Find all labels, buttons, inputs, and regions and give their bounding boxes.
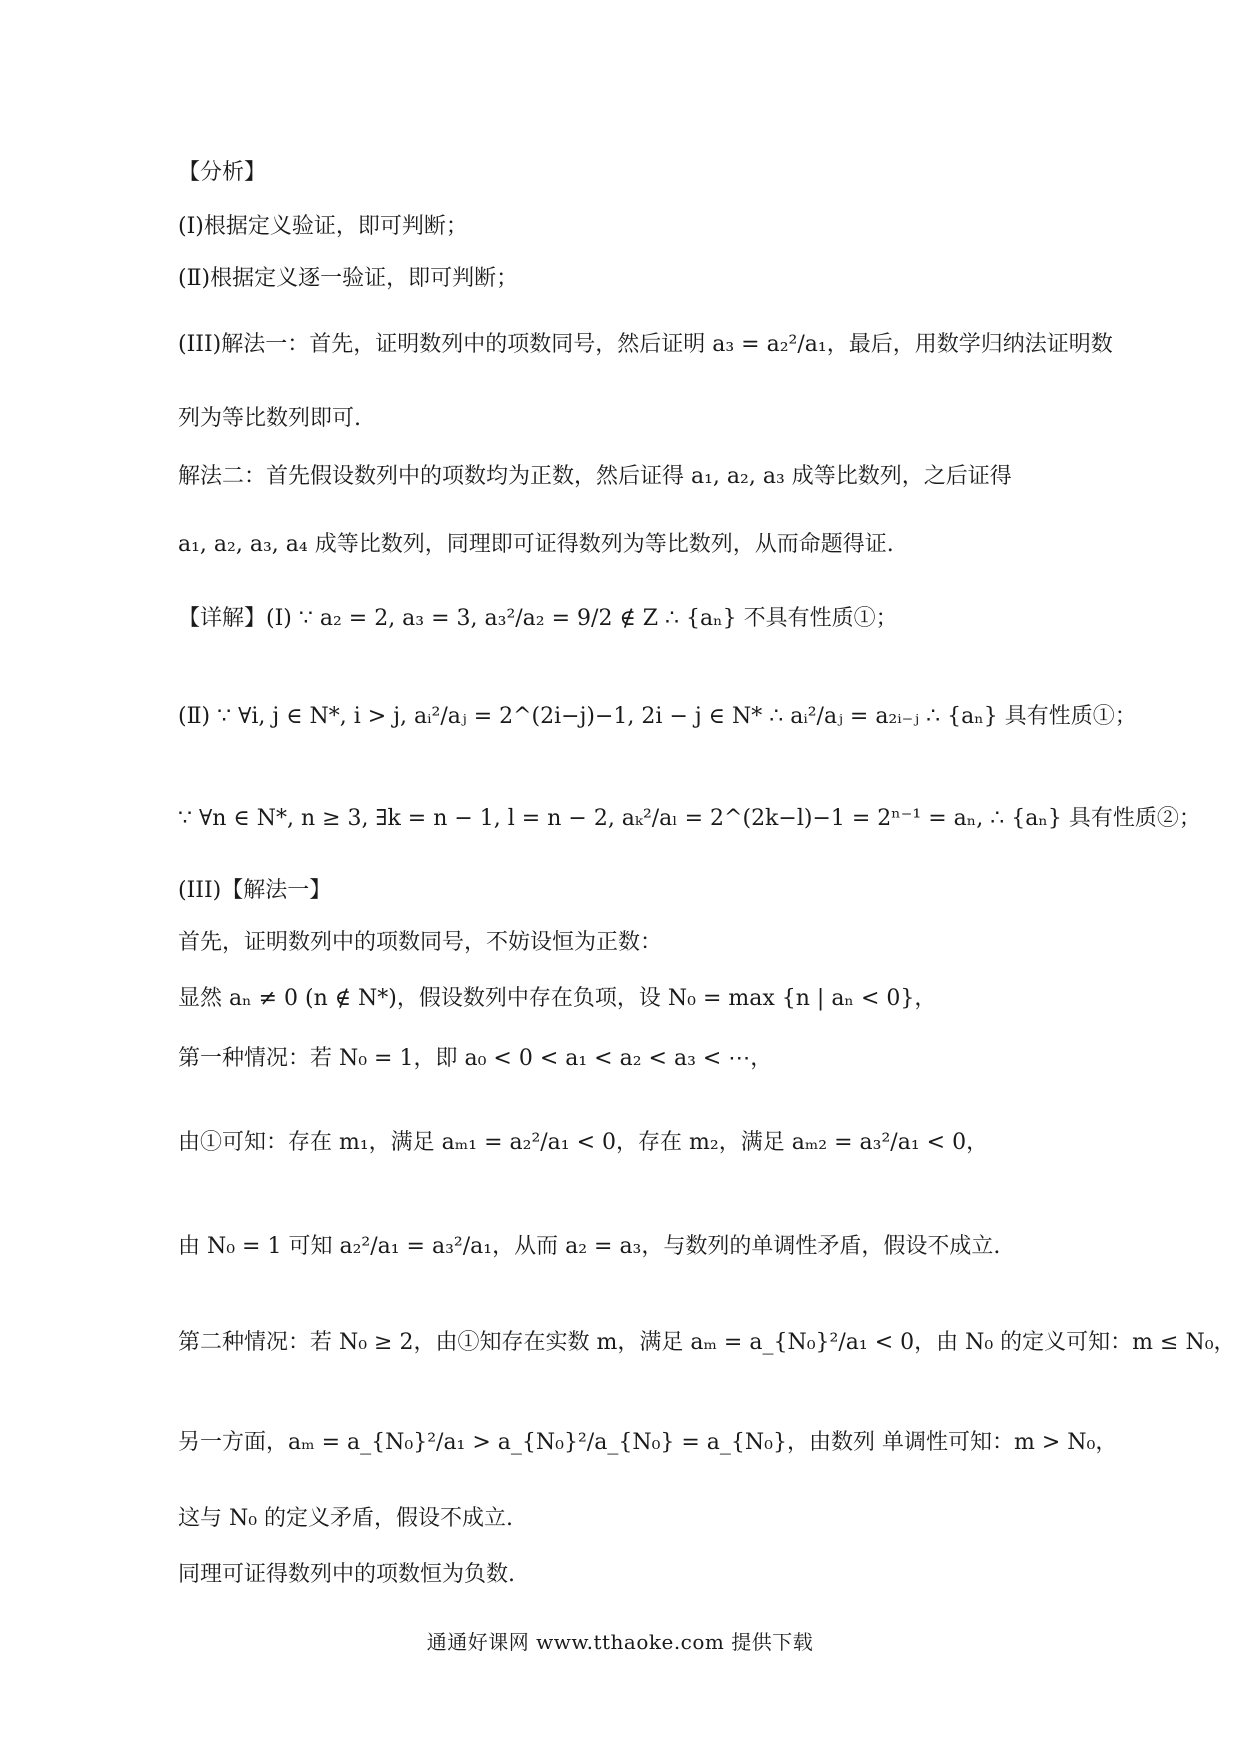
detail-step5: 由 N₀ = 1 可知 a₂²/a₁ = a₃²/a₁，从而 a₂ = a₃，与数列的单调性矛盾，假设不成立. bbox=[178, 1234, 1001, 1259]
detail-step6: 第二种情况：若 N₀ ≥ 2，由①知存在实数 m，满足 aₘ = a_{N₀}²/a₁ < 0，由 N₀ 的定义可知：m ≤ N₀， bbox=[178, 1330, 1236, 1355]
page-footer: 通通好课网 www.tthaoke.com 提供下载 bbox=[426, 1630, 814, 1654]
detail-step3: 第一种情况：若 N₀ = 1，即 a₀ < 0 < a₁ < a₂ < a₃ < ⋯， bbox=[178, 1046, 773, 1071]
analysis-heading: 【分析】 bbox=[178, 160, 267, 185]
detail-part3-title: (III)【解法一】 bbox=[178, 878, 332, 903]
detail-part2-line1: (Ⅱ) ∵ ∀i, j ∈ N*, i > j, aᵢ²/aⱼ = 2^(2i−j)−1, 2i − j ∈ N* ∴ aᵢ²/aⱼ = a₂ᵢ₋ⱼ ∴ {aₙ} 具有性质①； bbox=[178, 704, 1137, 729]
analysis-part2: (Ⅱ)根据定义逐一验证，即可判断； bbox=[178, 266, 519, 291]
analysis-part3-line1: (III)解法一：首先，证明数列中的项数同号，然后证明 a₃ = a₂²/a₁，最后，用数学归纳法证明数 bbox=[178, 332, 1113, 357]
analysis-method2-line1: 解法二：首先假设数列中的项数均为正数，然后证得 a₁, a₂, a₃ 成等比数列，之后证得 bbox=[178, 464, 1012, 489]
detail-step7: 另一方面，aₘ = a_{N₀}²/a₁ > a_{N₀}²/a_{N₀} = a_{N₀}，由数列 单调性可知：m > N₀， bbox=[178, 1430, 1118, 1455]
detail-step2: 显然 aₙ ≠ 0 (n ∉ N*)，假设数列中存在负项，设 N₀ = max {n | aₙ < 0}， bbox=[178, 986, 937, 1011]
detail-step9: 同理可证得数列中的项数恒为负数. bbox=[178, 1562, 515, 1587]
detail-part1: 【详解】(Ⅰ) ∵ a₂ = 2, a₃ = 3, a₃²/a₂ = 9/2 ∉ Z ∴ {aₙ} 不具有性质①； bbox=[178, 606, 898, 631]
analysis-part3-line2: 列为等比数列即可. bbox=[178, 406, 361, 431]
detail-part2-line2: ∵ ∀n ∈ N*, n ≥ 3, ∃k = n − 1, l = n − 2, aₖ²/aₗ = 2^(2k−l)−1 = 2ⁿ⁻¹ = aₙ, ∴ {aₙ} 具有性质②； bbox=[178, 806, 1201, 831]
detail-step1: 首先，证明数列中的项数同号，不妨设恒为正数： bbox=[178, 930, 663, 955]
analysis-method2-line2: a₁, a₂, a₃, a₄ 成等比数列，同理即可证得数列为等比数列，从而命题得证. bbox=[178, 532, 894, 557]
detail-step4: 由①可知：存在 m₁，满足 aₘ₁ = a₂²/a₁ < 0，存在 m₂，满足 aₘ₂ = a₃²/a₁ < 0， bbox=[178, 1130, 989, 1155]
detail-step8: 这与 N₀ 的定义矛盾，假设不成立. bbox=[178, 1506, 514, 1531]
analysis-part1: (Ⅰ)根据定义验证，即可判断； bbox=[178, 214, 468, 239]
